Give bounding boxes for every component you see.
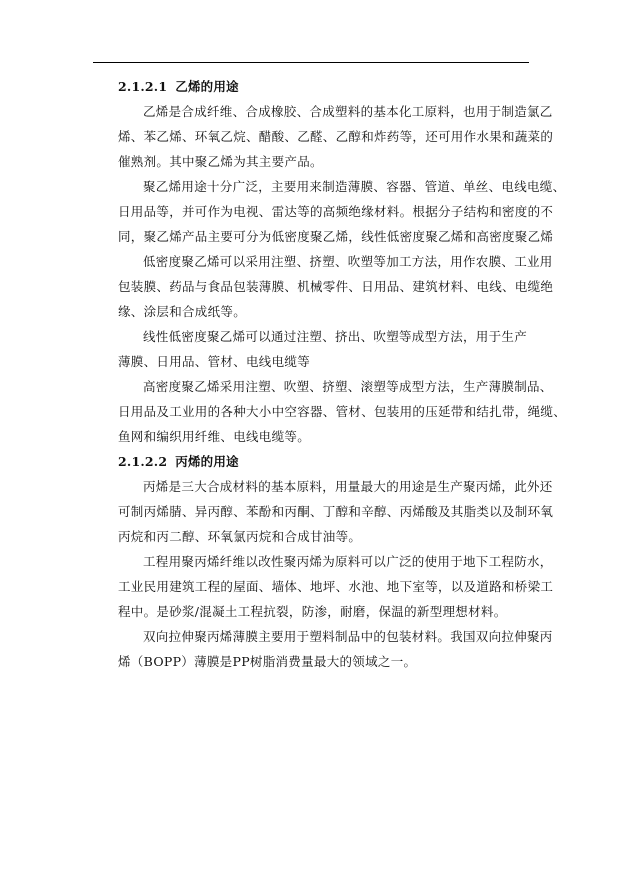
document-body xyxy=(93,74,567,674)
text-line: 低密度聚乙烯可以采用注塑、挤塑、吹塑等加工方法，用作农膜、工业用 xyxy=(143,254,553,269)
paragraph xyxy=(93,624,553,674)
paragraph xyxy=(93,374,567,449)
text-line: 薄膜、日用品、管材、电线电缆等 xyxy=(118,354,311,369)
text-line: 烯、苯乙烯、环氧乙烷、醋酸、乙醛、乙醇和炸药等，还可用作水果和蔬菜的 xyxy=(118,129,554,144)
text-line: 包装膜、药品与食品包装薄膜、机械零件、日用品、建筑材料、电线、电缆绝 xyxy=(118,279,554,294)
text-line: 双向拉伸聚丙烯薄膜主要用于塑料制品中的包装材料。我国双向拉伸聚丙 xyxy=(143,629,553,644)
paragraph xyxy=(93,324,533,374)
paragraph xyxy=(93,249,554,324)
text-line: 高密度聚乙烯采用注塑、吹塑、挤塑、滚塑等成型方法，生产薄膜制品、 xyxy=(143,379,553,394)
text-line: 可制丙烯腈、异丙醇、苯酚和丙酮、丁醇和辛醇、丙烯酸及其脂类以及制环氧 xyxy=(118,504,554,519)
text-line: 聚乙烯用途十分广泛，主要用来制造薄膜、容器、管道、单丝、电线电缆、 xyxy=(143,179,566,194)
text-line: 日用品及工业用的各种大小中空容器、管材、包装用的压延带和结扎带，绳缆、 xyxy=(118,404,567,419)
section-title: 丙烯的用途 xyxy=(175,454,239,469)
section-number: 2.1.2.2 xyxy=(118,454,168,469)
section-title: 乙烯的用途 xyxy=(175,79,239,94)
section-heading xyxy=(93,449,533,474)
text-line: 缘、涂层和合成纸等。 xyxy=(118,304,247,319)
text-line: 同，聚乙烯产品主要可分为低密度聚乙烯，线性低密度聚乙烯和高密度聚乙烯 xyxy=(118,229,554,244)
paragraph xyxy=(93,549,554,624)
paragraph xyxy=(93,474,554,549)
text-line: 烯（BOPP）薄膜是PP树脂消费量最大的领域之一。 xyxy=(118,654,417,669)
text-line: 丙烷和丙二醇、环氧氯丙烷和合成甘油等。 xyxy=(118,529,362,544)
section-number: 2.1.2.1 xyxy=(118,79,168,94)
text-line: 鱼网和编织用纤维、电线电缆等。 xyxy=(118,429,311,444)
section-heading xyxy=(93,74,533,99)
header-rule xyxy=(93,62,529,63)
text-line: 日用品等，并可作为电视、雷达等的高频绝缘材料。根据分子结构和密度的不 xyxy=(118,204,554,219)
paragraph xyxy=(93,174,566,249)
text-line: 工程用聚丙烯纤维以改性聚丙烯为原料可以广泛的使用于地下工程防水， xyxy=(143,554,553,569)
text-line: 程中。是砂浆/混凝土工程抗裂，防渗，耐磨，保温的新型理想材料。 xyxy=(118,604,507,619)
text-line: 乙烯是合成纤维、合成橡胶、合成塑料的基本化工原料，也用于制造氯乙 xyxy=(143,104,553,119)
text-line: 丙烯是三大合成材料的基本原料，用量最大的用途是生产聚丙烯，此外还 xyxy=(143,479,553,494)
paragraph xyxy=(93,99,554,174)
text-line: 催熟剂。其中聚乙烯为其主要产品。 xyxy=(118,154,323,169)
text-line: 线性低密度聚乙烯可以通过注塑、挤出、吹塑等成型方法，用于生产 xyxy=(143,329,528,344)
text-line: 工业民用建筑工程的屋面、墙体、地坪、水池、地下室等，以及道路和桥梁工 xyxy=(118,579,554,594)
